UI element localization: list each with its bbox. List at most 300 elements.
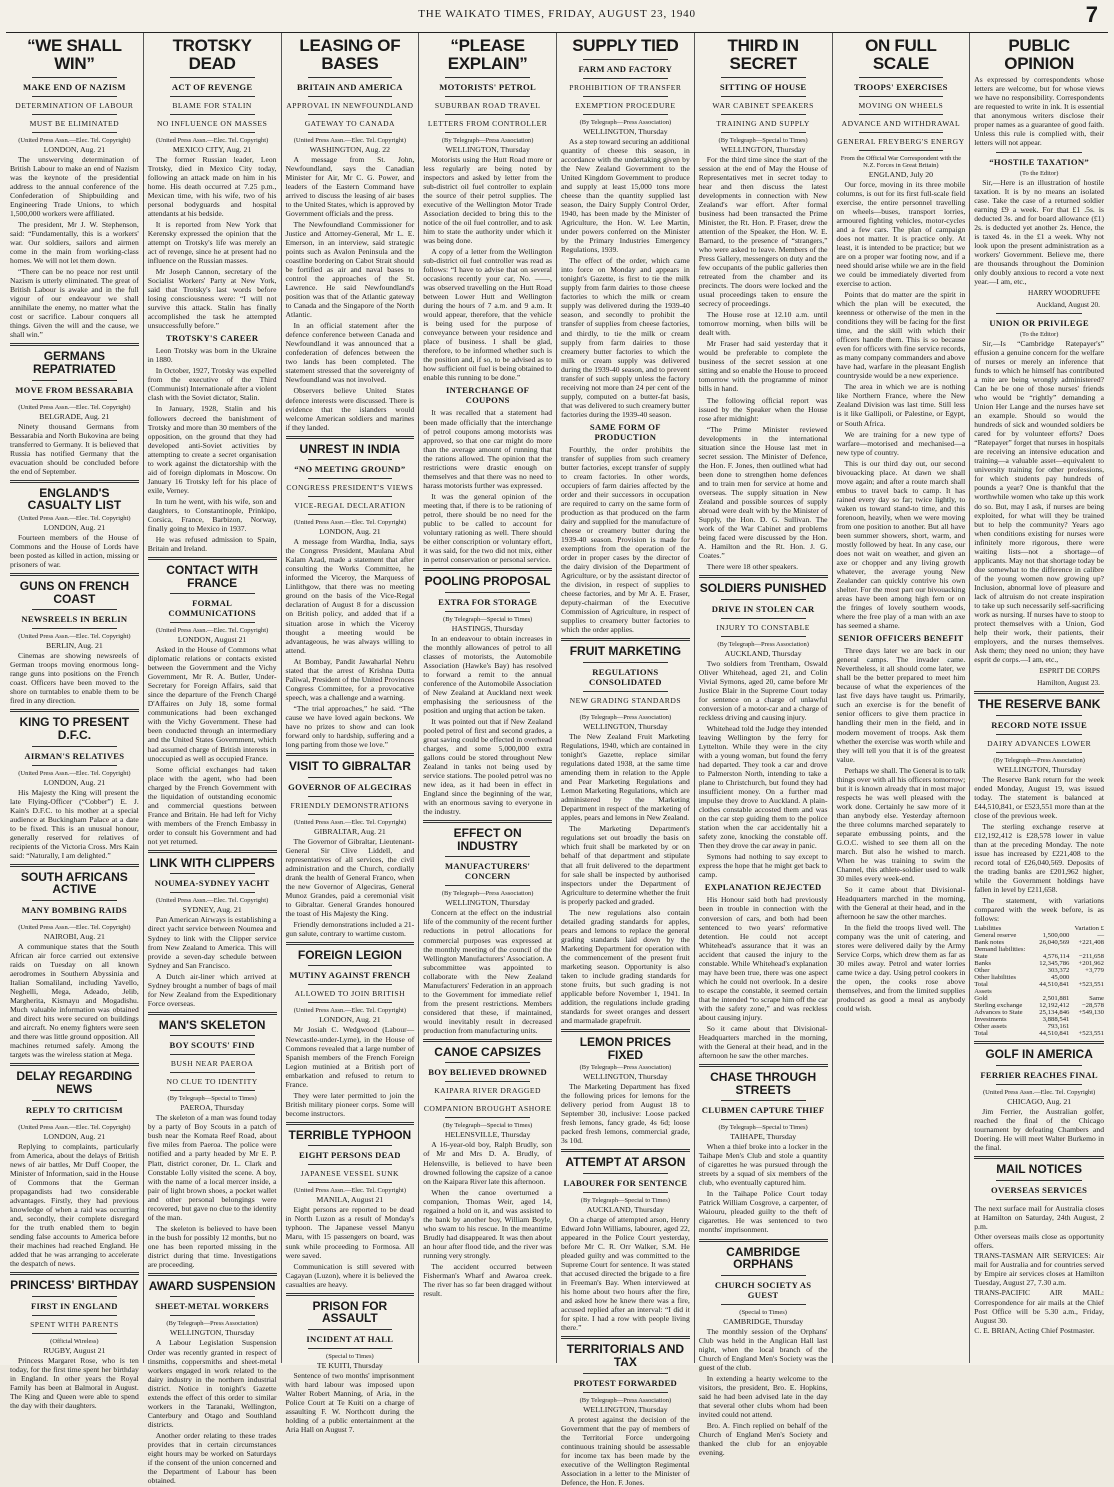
paragraph: A protest against the decision of the Government that the pay of members of the Territorial Force undergoing continuous training should be assessable for income tax has been made by the executive of the Wellington Regimental Association in a letter to the Minister of Defence, the Hon. F. Jones. [561, 1414, 690, 1487]
dateline: WELLINGTON, Thursday [583, 1404, 668, 1414]
deck-rule [721, 96, 806, 97]
subheadline: PROTEST FORWARDED [573, 1377, 677, 1388]
deck-rule [32, 1296, 117, 1297]
subheadline: OVERSEAS SERVICES [990, 1184, 1088, 1195]
article [148, 557, 277, 846]
deck-rule [170, 1296, 255, 1297]
credit-line: (By Telegraph—Press Association) [441, 890, 534, 898]
deck-rule [721, 114, 806, 115]
intro-text: As expressed by correspondents whose letters are welcome, but for whose views we have no responsibility. Correspondents are requested to write in ink. It is essential that anonymous writers disclose their proper names as a guarantee of good faith. Unless this rule is complied with, their letters will not appear. [974, 74, 1104, 148]
deck-rule [583, 1173, 668, 1174]
paragraph: A communique states that the South African air force carried out extensive raids on Tuesday on all known aerodromes in Southern Abyssinia and Italian Somaliland, including Yavello, Neghelli, Mega, Adeado, Jelib, Margherita, Kismayu and Mogadishu. Much valuable information was obtained and direct hits were secured on buildings and aircraft. No enemy fighters were seen and there was little ground opposition. All machines returned safely. Among the targets was the wireless station at Mega. [10, 942, 139, 1060]
masthead-title: THE WAIKATO TIMES, FRIDAY, AUGUST 23, 1940 [418, 8, 696, 20]
credit-line: (By Telegraph—Special to Times) [580, 1197, 670, 1205]
credit-line: (By Telegraph—Press Association) [993, 756, 1085, 764]
headline: SOLDIERS PUNISHED [699, 581, 827, 596]
article-divider [974, 1156, 1104, 1159]
article [148, 1012, 277, 1269]
table-cell: Same [1089, 995, 1104, 1003]
subheadline: FIRST IN ENGLAND [30, 1300, 118, 1311]
deck-rule [32, 919, 117, 920]
dateline: CAMBRIDGE, Thursday [723, 1316, 804, 1326]
article [699, 37, 828, 571]
deck-rule [996, 715, 1082, 716]
section-subhead: SENIOR OFFICERS BENEFIT [838, 633, 964, 644]
credit-line: (United Press Assn.—Elec. Tel. Copyright) [18, 514, 131, 522]
deck-rule [583, 59, 668, 60]
paragraph: Our force, moving in its three mobile columns, is out for its first full-scale field exercise, the entire personnel travelling on wheels—buses, transport lorries, armoured fighting vehicles, motor-cycles and a few cars. The plan of campaign does not matter. It is practice only. At least, it is intended to be practice; but we are on a proper war footing now, and if a need should arise while we are in the field we could be immediately diverted from exercise to action. [836, 179, 966, 289]
deck-rule [308, 132, 393, 133]
credit-line: (By Telegraph—Press Association) [579, 1064, 672, 1072]
table-cell: 45,000 [1050, 974, 1070, 982]
table-cell: 3,888,541 [1042, 1016, 1070, 1024]
paragraph: Jim Ferrier, the Australian golfer, reached the final of the Chicago tournament by defeating Chambers and Doering. He will meet Walter Burkemo in the final. [974, 1106, 1104, 1152]
subheadline: TRAINING AND SUPPLY [716, 118, 810, 128]
column-8 [970, 33, 1108, 1363]
paragraph: Fourthly, the order prohibits the transfer of supplies from such creamery butter factories, except transfer of supply to cream factories. In other words, occupiers of farm dairies affected by the order and their successors in occupation are required to carry on the same form of production as that produced on the farm dairy and supplied for the manufacture of cheese or creamery butter during the 1939-40 season. Provision is made for exemptions from the operation of the order in proper cases by the director of the dairy division of the Department of Agriculture, or by the assistant director of the division, in respect of supplies to cheese factories, and by Mr A. E. Fraser, deputy-chairman of the Executive Commission of Agriculture, in respect of supplies to creamery butter factories to which the order applies. [561, 444, 690, 635]
paragraph: Pan American Airways is establishing a direct yacht service between Noumea and Sydney to link with the Clipper service from New Zealand to America. This will provide a seven-day schedule between Sydney and San Francisco. [147, 915, 277, 970]
paragraph: “The trial approaches,” he said. “The cause we have loved again beckons. We have no prizes to show and can look forward only to hardship, suffering and a long parting from those we love.” [285, 703, 415, 749]
table-cell: 793,161 [1047, 1023, 1070, 1031]
article [286, 753, 415, 938]
deck-rule [859, 114, 944, 115]
paragraph: A Dutch air-liner which arrived at Sydney brought a number of bags of mail for New Zealand from the Expeditionary Force overseas. [147, 971, 277, 1008]
dateline: LONDON, Aug. 21 [43, 1131, 106, 1141]
paragraph: In October, 1927, Trotsky was expelled from the executive of the Third (Communist) Internationale after a violent clash with the Soviet dictator, Stalin. [147, 366, 277, 403]
subheadline: DRIVE IN STOLEN CAR [711, 603, 815, 614]
paragraph: It was pointed out that if New Zealand pooled petrol of first and second grades, a great saving could be effected in overhead charges, and some 5,000,000 extra gallons could be stored throughout New Zealand in tanks not being used by service stations. The pooled petrol was no new idea, as it had been in effect in England since the beginning of the war, with an enormous saving to everyone in the industry. [423, 716, 552, 817]
deck-rule [445, 592, 530, 593]
deck-rule [170, 114, 255, 115]
paragraph: Ninety thousand Germans from Bessarabia and North Bukovina are being transferred to Germany. It is believed that Russia has notified Germany that the evacuation should be concluded before the end of September. [10, 421, 139, 476]
deck-rule [583, 1373, 668, 1374]
article [10, 480, 139, 569]
subheadline: BOY BELIEVED DROWNED [428, 1067, 548, 1078]
paragraph: Observers believe United States defence interests were discussed. There is evidence that the islanders would welcome American soldiers and marines if they landed. [285, 386, 415, 432]
credit-line: (By Telegraph—Special to Times) [443, 615, 533, 623]
paragraph: This is our third day out, our second bivouacking place. At dawn we shall move again; and after a route march shall embus to travel back to camp. It has rained every day so far; twice lightly, to waken us toward stand-to time, and this forenoon, heavily, when we were moving from one position to another. But all have been summer showers, short, warm, and mostly followed by heat. In any case, our does not wait on weather, and given an axe or chopper and any living growth whatever, the average young New Zealander can quickly contrive his own shelter. For the most part our bivouacking areas have been among high fern or on the fringes of lovely southern woods, where the free play of a man with an axe has seemed a shame. [836, 458, 966, 631]
finance-table [974, 925, 1104, 1037]
table-header-cell: Liabilities [974, 925, 1002, 933]
subheadline: ACT OF REVENGE [171, 81, 253, 92]
headline: “WE SHALL WIN” [27, 36, 122, 73]
deck-rule [308, 1002, 393, 1003]
subheadline: MUST BE ELIMINATED [29, 118, 120, 128]
credit-line: (United Press Assn.—Elec. Tel. Copyright) [155, 897, 269, 905]
article-divider [10, 709, 139, 712]
paragraph: The following official report was issued by the Speaker when the House rose after midnight: [698, 395, 828, 423]
article [561, 1336, 690, 1486]
deck-rule [170, 77, 255, 78]
table-cell: +523,551 [1078, 1030, 1104, 1038]
headline: GOLF IN AMERICA [985, 1047, 1093, 1062]
deck-rule [583, 114, 668, 115]
article-divider [699, 1064, 828, 1067]
paragraph: A message from St. John, Newfoundland, says the Canadian Minister for Air, Mr C. G. Power, and leaders of the Eastern Command have arrived to discuss the leasing of air bases to the United States, which is approved by Government officials and the press. [285, 154, 415, 218]
dateline: BERLIN, Aug. 21 [46, 641, 103, 651]
article-divider [10, 573, 139, 576]
paragraph: Another order relating to these trades provides that in certain circumstances eight hours may be worked on Saturdays if the consent of the union concerned and the Department of Labour has been obtained. [147, 1430, 277, 1485]
paragraph: “There can be no peace nor rest until Nazism is utterly eliminated. The great of British Labour is awake and in the full vigour of our endeavour we shall annihilate the enemy, no matter what the cost or sacrifice. Labour conquers all things. Given the will and the cause, we shall win.” [10, 267, 139, 340]
article [10, 1272, 139, 1410]
paragraph: Leon Trotsky was born in the Ukraine in 1880. [147, 346, 277, 365]
table-row [974, 1009, 1104, 1016]
masthead [0, 2, 1114, 27]
table-cell: Other liabilities [974, 974, 1017, 982]
subheadline: “NO MEETING GROUND” [294, 464, 406, 475]
article [10, 343, 139, 475]
deck-rule [996, 1065, 1082, 1066]
table-row [974, 960, 1104, 967]
subheadline: FERRIER REACHES FINAL [980, 1069, 1098, 1080]
deck-rule [996, 1199, 1082, 1200]
credit-line: (By Telegraph—Press Association) [579, 118, 672, 126]
table-cell: — [1097, 932, 1104, 940]
deck-rule [308, 1164, 393, 1165]
column-2 [144, 33, 282, 1485]
column-4 [419, 33, 557, 1363]
paragraph: There were 18 other speakers. [706, 562, 799, 572]
deck-rule [721, 1119, 806, 1120]
table-cell: State [974, 953, 988, 961]
paragraph: As a step toward securing an additional quantity of cheese this season, in accordance with the undertaking given by the New Zealand Government to the United Kingdom Government to produce and supply at least 15,000 tons more cheese than the quantity supplied last season, the Dairy Supply Control Order, 1940, has been made by the Minister of Agriculture, the Hon. W. Lee Martin, under powers conferred on the Minister by the Primary Industries Emergency Regulations, 1939. [561, 136, 690, 255]
headline: THE RESERVE BANK [977, 697, 1101, 712]
headline: ENGLAND'S CASUALTY LIST [27, 485, 122, 513]
article-divider [561, 1336, 690, 1339]
dateline: LONDON, Aug. 21 [43, 522, 106, 532]
paragraph: Mr Joseph Cannon, secretary of the Socialist Workers' Party at New York, said that Trotsky's last words before losing consciousness were: “I will not survive this attack. Stalin has finally accomplished the task he attempted unsuccessfully before.” [147, 267, 277, 331]
table-cell: Other assets [974, 1023, 1007, 1031]
dateline: LONDON, Aug. 21 [43, 144, 106, 154]
letter-salutation: (To the Editor) [1019, 169, 1059, 177]
dateline: WELLINGTON, Thursday [445, 144, 530, 154]
table-row [974, 939, 1104, 946]
article [423, 37, 552, 564]
credit-line: From the Official War Correspondent with the N.Z. Forces in Great Britain) [840, 154, 961, 169]
deck-rule [721, 132, 806, 133]
paragraph: It was the general opinion of the meeting that, if there is to be rationing of petrol, there should be no need for the public to be called to account for voluntary rationing as well. There should be either conscription or voluntary effort, it was said, for the two did not mix, either in petrol conservation or personal service. [423, 491, 552, 564]
paragraph: Two soldiers from Trentham, Oswald Oliver Whitehead, aged 21, and Colin Vivial Symons, aged 20, came before Mr Justice Blair in the Supreme Court today for sentence on a charge of unlawful conversion of a motor-car and a charge of reckless driving and causing injury. [698, 658, 828, 722]
subheadline: CONGRESS PRESIDENT'S VIEWS [286, 483, 414, 493]
credit-line: (United Press Assn.—Elec. Tel. Copyright) [18, 633, 131, 641]
deck-rule [308, 496, 393, 497]
paragraph: Friendly demonstrations included a 21-gun salute, contrary to wartime custom. [285, 919, 415, 938]
deck-rule [445, 114, 530, 115]
paragraph: So it came about that Divisional-Headquarters marched in the morning, with the General at their head, and in the afternoon he saw the other marches. [836, 885, 966, 922]
dateline: BELGRADE, Aug. 21 [39, 411, 110, 421]
letter-signature: HARRY WOODRUFFE [1028, 287, 1100, 297]
credit-line: (By Telegraph—Special to Times) [443, 1122, 533, 1130]
dateline: WELLINGTON, Thursday [445, 898, 530, 908]
article [10, 709, 139, 859]
table-cell: Demand liabilities: [974, 946, 1026, 954]
column-1 [6, 33, 144, 1410]
article [699, 1239, 828, 1458]
table-row [974, 1002, 1104, 1009]
paragraph: The accident occurred between Fisherman's Wharf and Awaroa creek. The river has so far been dragged without result. [423, 1261, 552, 1298]
table-row [974, 1030, 1104, 1037]
subheadline: MAKE END OF NAZISM [23, 81, 126, 92]
paragraph: Asked in the House of Commons what diplomatic relations or contacts existed between the Government and the Vichy Government, Mr R. A. Butler, Under-Secretary for Foreign Affairs, said that since the departure of the French Chargé D'Affaires on July 18, some formal communications had been exchanged with the Vichy Government. These had been conducted through an intermediary and the United States Government, which had assumed charge of British interests in unoccupied as well as occupied France. [147, 645, 277, 763]
paragraph: In an endeavour to obtain increases in the monthly allowances of petrol to all classes of motorists, the Automobile Association (Hawke's Bay) has resolved to forward a remit to the annual conference of the Automobile Association of New Zealand at Auckland next week emphasising the seriousness of the position and urging that action be taken. [423, 633, 552, 715]
headline: KING TO PRESENT D.F.C. [19, 715, 130, 742]
mail-notice-line: C. E. BRIAN, Acting Chief Postmaster. [974, 1325, 1095, 1335]
deck-rule [32, 746, 117, 747]
subheadline: ADVANCE AND WITHDRAWAL [841, 118, 961, 128]
deck-rule [721, 1304, 806, 1305]
deck-rule [583, 78, 668, 79]
paragraph: Three days later we are back in our general camps. The invader came. Nevertheless, it all should come later, we shall be the better prepared to meet him because of what the experiences of the last five days have taught us. Primarily, such an exercise is for the benefit of senior officers to give them practice in handling their men in the field, and in modern movement of troops. Ask them whether the exercise was worth while and they will tell you that it is of the greatest value. [836, 646, 966, 764]
deck-rule [859, 150, 944, 151]
table-cell: 2,501,881 [1042, 995, 1070, 1003]
credit-line: (By Telegraph—Press Association) [579, 1396, 672, 1404]
deck-rule [170, 622, 255, 623]
deck-rule [32, 399, 117, 400]
table-cell: +221,408 [1078, 939, 1104, 947]
dateline: AUCKLAND, Thursday [586, 1205, 664, 1215]
section-subhead: INTERCHANGE OF COUPONS [446, 385, 530, 406]
article [286, 436, 415, 749]
credit-line: (United Press Assn.—Elec. Tel. Copyright) [155, 136, 269, 144]
paragraph: The skeleton of a man was found today by a party of Boy Scouts in a patch of bush near the Komata Reef Road, about five miles from Paeroa. The police were notified and a party headed by Mr E. P. Platt, district coroner, Dr. L. Clark and Constable Lolly visited the scene. A boy, with the name of a local mercer inside, a pair of light brown shoes, a pocket wallet and other personal belongings were recovered, but gave no clue to the identity of the man. [147, 1113, 277, 1222]
headline: TERRITORIALS AND TAX [566, 1342, 685, 1370]
dateline: RUGBY, August 21 [43, 1345, 106, 1355]
table-cell: 44,510,841 [1039, 981, 1070, 989]
deck-rule [445, 611, 530, 612]
article [423, 568, 552, 816]
paragraph: The Governor of Gibraltar, Lieutenant-General Sir Clive Liddell, and representatives of all services, the civil administration and the Church, cordially drank the health of General Franco, when the new Governor of Algeciras, General Munoz Grandes, paid a ceremonial visit to Gibraltar. General Grandes honoured the toast of His Majesty the King. [285, 836, 415, 918]
article [974, 37, 1104, 687]
dateline: PAEROA, Thursday [180, 1103, 244, 1113]
table-cell: Total [974, 981, 988, 989]
deck-rule [445, 1062, 530, 1063]
dateline: LONDON, August 21 [177, 635, 247, 645]
credit-line: (By Telegraph—Press Association) [717, 640, 809, 648]
article [10, 37, 139, 339]
paragraph: A Labour Legislation Suspension Order was recently granted in respect of tinsmiths, coppersmiths and sheet-metal workers engaged in work related to the dairy industry in the northern industrial district. Notice in tonight's Gazette extends the effect of this order to similar workers in the Taranaki, Wellington, Canterbury and Otago and Southland districts. [147, 1338, 277, 1429]
table-cell: 26,040,569 [1039, 939, 1070, 947]
deck-rule [170, 1072, 255, 1073]
table-row [974, 967, 1104, 974]
article [148, 1273, 277, 1485]
dateline: WELLINGTON, Thursday [583, 1072, 668, 1082]
subheadline: LETTERS FROM CONTROLLER [427, 118, 548, 128]
table-cell: −211,658 [1078, 953, 1104, 961]
paragraph: The monthly session of the Orphans' Club was held in the Anglican Hall last night, when the local branch of the Church of England Men's Society was the guest of the club. [698, 1326, 828, 1372]
dateline: TE KUITI, Thursday [316, 1360, 383, 1370]
paragraph: Perhaps we shall. The General is to talk things over with all his officers tomorrow; but it is known already that in most major respects he was well pleased with the work done. Certainly he saw more of it than anybody else. Yesterday afternoon the three columns marched separately to separate embussing points, and the G.O.C. wished to see them all on the march. But also he wished to march. When he was training to swim the Channel, this athlete-soldier used to walk 30 miles every week-end. [836, 765, 966, 883]
paragraph: He was refused admission to Spain, Britain and Ireland. [147, 534, 277, 553]
subheadline: NO INFLUENCE ON MASSES [156, 118, 268, 128]
table-row [974, 946, 1104, 953]
paragraph: Mr Josiah C. Wedgwood (Labour—Newcastle-under-Lyme), in the House of Commons revealed that a large number of Spanish members of the French Foreign Legion mutinied at a British port of embarkation and refused to return to France. [285, 1025, 415, 1089]
subheadline: RECORD NOTE ISSUE [991, 719, 1088, 730]
headline: AWARD SUSPENSION [148, 1278, 276, 1293]
paragraph: We are training for a new type of warfare—motorised and mechanised—a new type of country. [836, 429, 966, 457]
article-divider [699, 1239, 828, 1242]
article-divider [286, 942, 415, 945]
paragraph: In turn he went, with his wife, son and daughters, to Constantinople, Prinkipo, Corsica, France, Barbizon, Norway, finally going to Mexico in 1937. [147, 496, 277, 533]
subheadline: BUSH NEAR PAEROA [170, 1059, 254, 1069]
paragraph: A message from Wardha, India, says the Congress President, Maulana Abul Kalam Azad, made a statement that after consulting the Works Committee, he informed the Viceroy, the Marquess of Linlithgow, that there was no meeting ground on the basis of the Vice-Regal declaration of August 8 for a discussion on British policy, and added that if a situation arose in which the Viceroy thought a meeting would be advantageous, he was always willing to attend. [285, 537, 415, 655]
deck-rule [583, 1192, 668, 1193]
article-divider [423, 1039, 552, 1042]
paragraph: It was recalled that a statement had been made officially that the interchange of petrol coupons among motorists was approved, so that one car might do more than the average amount of running that the rations allowed. The opinion that the restrictions were drastic enough on themselves and that there was no need to harass motorists further was expressed. [423, 408, 552, 490]
subheadline: LABOURER FOR SENTENCE [563, 1178, 688, 1189]
credit-line: (United Press Assn.—Elec. Tel. Copyright) [293, 1187, 406, 1195]
headline: “PLEASE EXPLAIN” [447, 36, 528, 73]
paragraph: The Reserve Bank return for the week ended Monday, August 19, was issued today. The statement is balanced at £44,510,841, or £523,551 more than at the close of the previous week. [974, 774, 1104, 820]
table-cell: 44,510,841 [1039, 1030, 1070, 1038]
deck-rule [32, 1100, 117, 1101]
article [561, 1029, 690, 1145]
paragraph: Some official exchanges had taken place with the agent, who had been charged by the French Government with the liquidation of outstanding economic and commercial questions between France and Britain. He had left for Vichy with members of the French Embassy in order to consult his Government and had not yet returned. [147, 764, 277, 846]
article [699, 1064, 828, 1235]
headline: CHASE THROUGH STREETS [710, 1070, 817, 1097]
credit-line: (By Telegraph—Press Association) [166, 1320, 258, 1328]
headline: CANOE CAPSIZES [434, 1044, 541, 1059]
page-number: 7 [1085, 2, 1098, 27]
deck-rule [996, 752, 1082, 753]
deck-rule [32, 609, 117, 610]
deck-rule [996, 734, 1082, 735]
paragraph: The effect of the order, which came into force on Monday and appears in tonight's Gazette, is first to tie the milk supply from farm dairies to those cheese factories to which the milk or cream supply was delivered during the 1939-40 season, and secondly to prohibit the transfer of supplies from cheese factories, and thirdly, to tie the milk or cream supply from farm dairies to those creamery butter factories to which the milk or cream supply was delivered during the 1939-40 season, and to prevent transfer of such supply unless the factory receiving not more than 24 per cent of the supply, computed on a butter-fat basis, that was delivered to such creamery butter factories during the 1939-40 season. [561, 256, 690, 419]
mail-notice-line: TRANS-TASMAN AIR SERVICES: Air mail for Australia and for countries served by Empire air services closes at Hamilton Tuesday, August 27, 7.30 a.m. [974, 1251, 1104, 1288]
subheadline: MOVING ON WHEELS [858, 100, 944, 110]
article [699, 575, 828, 1060]
dateline: SYDNEY, Aug. 21 [182, 905, 242, 915]
paragraph: Communication is still severed with Cagayan (Luzon), where it is believed the casualties are heavy. [285, 1261, 415, 1289]
table-cell: Other [974, 967, 990, 975]
article-divider [699, 575, 828, 578]
deck-rule [445, 77, 530, 78]
deck-rule [308, 459, 393, 460]
deck-rule [170, 1315, 255, 1316]
credit-line: (By Telegraph—Press Association) [441, 136, 534, 144]
paragraph: The new regulations also contain detailed grading standards for apples, pears and lemons to replace the general grading standards laid down by the Marketing Department for operation with the commencement of the present fruit marketing season. Opportunity is also taken to include grading standards for stone fruits, but such grading is not applicable before November 1, 1941. In addition, the regulations include grading standards for sweet oranges and dessert and marmalade grapefruit. [561, 907, 690, 1026]
subheadline: MUTINY AGAINST FRENCH [289, 970, 411, 981]
credit-line: (By Telegraph—Special to Times) [718, 1124, 808, 1132]
subheadline: KAIPARA RIVER DRAGGED [434, 1086, 542, 1096]
article-divider [286, 1122, 415, 1125]
deck-rule [583, 662, 668, 663]
dateline: NAIROBI, Aug. 21 [43, 932, 105, 941]
section-subhead: EXPLANATION REJECTED [704, 882, 822, 893]
section-subhead: SAME FORM OF PRODUCTION [589, 421, 661, 442]
paragraph: Eight persons are reported to be dead in North Luzon as a result of Monday's typhoon. The Japanese vessel Manyu Maru, with 15 passengers on board, was sunk while proceeding to Formosa. All were saved. [285, 1205, 415, 1260]
article [10, 1063, 139, 1268]
paragraph: Bro. A. Finch replied on behalf of the Church of England Men's Society and thanked the club for an enjoyable evening. [698, 1421, 828, 1458]
mail-notice-line: TRANS-PACIFIC AIR MAIL: Correspondence for air mails at the Chief Post Office will be 5.30 a.m., Friday, August 30. [974, 1288, 1104, 1325]
table-cell: 1,500,000 [1042, 932, 1070, 940]
article-divider [148, 1012, 277, 1015]
letter-rule [996, 152, 1082, 153]
subheadline: SITTING OF HOUSE [719, 81, 807, 92]
letter-salutation: (To the Editor) [1019, 330, 1059, 338]
subheadline: SUBURBAN ROAD TRAVEL [434, 100, 541, 110]
subheadline: ALLOWED TO JOIN BRITISH [294, 989, 406, 999]
article-divider [286, 436, 415, 439]
table-row [974, 1016, 1104, 1023]
headline: PRINCESS' BIRTHDAY [10, 1278, 139, 1293]
paragraph: Sentence of two months' imprisonment with hard labour was imposed upon Walter Robert Manning, of Aria, in the Police Court at Te Kuiti on a charge of assaulting F. W. Northcott during the holding of a public entertainment at the Aria Hall on August 7. [285, 1370, 415, 1435]
credit-line: (United Press Assn.—Elec. Tel. Copyright) [18, 924, 131, 931]
paragraph: Concern at the effect on the industrial life of the community of the recent further reductions in petrol allocations for commercial purposes was expressed at the monthly meeting of the council of the Wellington Manufacturers' Association. A subcommittee was appointed to collaborate with the New Zealand Manufacturers' Federation in an approach to the Government for immediate relief from the present restrictions. Members considered that these, if maintained, would inevitably result in decreased production from manufacturing units. [423, 908, 552, 1035]
deck-rule [721, 1100, 806, 1101]
deck-rule [308, 965, 393, 966]
dateline: ENGLAND, July 20 [868, 169, 934, 179]
table-cell [1069, 1023, 1104, 1030]
column-6 [695, 33, 833, 1458]
subheadline: BOY SCOUTS' FIND [169, 1040, 255, 1051]
article [561, 638, 690, 1025]
deck-rule [32, 77, 117, 78]
headline: UNREST IN INDIA [299, 441, 401, 456]
credit-line: (By Telegraph—Special to Times) [718, 136, 808, 144]
credit-line: (United Press Assn.—Elec. Tel. Copyright) [982, 1088, 1096, 1096]
table-cell: Investments [974, 1016, 1007, 1024]
paragraph: The president, Mr J. W. Stephenson, said: “Fundamentally, this is a workers' war. Our soldiers, sailors and airmen come in the main from working-class homes. We will not let them down. [10, 219, 139, 266]
headline: PUBLIC OPINION [1004, 36, 1074, 73]
dateline: WELLINGTON, Thursday [583, 722, 668, 732]
subheadline: TROOPS' EXERCISES [854, 81, 948, 92]
table-header-cell: Variation £ [1074, 925, 1104, 933]
table-row [974, 974, 1104, 981]
deck-rule [583, 691, 668, 692]
deck-rule [308, 984, 393, 985]
article [286, 1293, 415, 1434]
table-cell: Advances to State [974, 1009, 1023, 1017]
column-7 [833, 33, 971, 1363]
paragraph: “The Prime Minister reviewed developments in the international situation since the House last met in secret session. The Minister of Defence, the Hon. F. Jones, then outlined what had been done to strengthen home defences and to train men for service at home and overseas. The supply situation in New Zealand and possible sources of supply abroad were dealt with by the Minister of Supply, the Hon. D. G. Sullivan. The work of the War Cabinet and problems being faced were discussed by the Hon. A. Hamilton and the Rt. Hon. J. G. Coates.” [698, 424, 828, 561]
deck-rule [32, 132, 117, 133]
deck-rule [170, 593, 255, 594]
subheadline: INCIDENT AT HALL [306, 1333, 394, 1344]
table-cell: +201,962 [1078, 960, 1104, 968]
subheadline: CHURCH SOCIETY AS GUEST [714, 1279, 812, 1300]
dateline: WELLINGTON, Thursday [720, 144, 806, 154]
subheadline: GOVERNOR OF ALGECIRAS [288, 781, 412, 792]
deck-rule [308, 796, 393, 797]
paragraph: Points that do matter are the spirit in which the plan will be executed, the keenness or otherwise of the men in the conditions they will be facing for the first time, and the skill with which their officers handle them. This is so because even for officers with fine service records, as many company commanders and above have had, warfare in the pleasant English countryside would be a new experience. [836, 290, 966, 381]
deck-rule [445, 856, 530, 857]
subheadline: DAIRY ADVANCES LOWER [987, 738, 1092, 748]
headline: LINK WITH CLIPPERS [149, 855, 275, 870]
headline: CONTACT WITH FRANCE [166, 562, 258, 590]
table-header-row [974, 925, 1104, 932]
deck-rule [721, 1275, 806, 1276]
subheadline: NO CLUE TO IDENTITY [166, 1077, 258, 1087]
credit-line: (United Press Assn.—Elec. Tel. Copyright) [18, 769, 131, 777]
subheadline: MOVE FROM BESSARABIA [15, 384, 134, 395]
paragraph: Mr Fraser had said yesterday that it would be preferable to complete the business of the secret session at one sitting and so enable the House to proceed tomorrow with the programme of minor bills in hand. [698, 339, 828, 394]
subheadline: REGULATIONS CONSOLIDATED [589, 667, 662, 688]
letter-body: Sir,—Here is an illustration of hostile taxation. It is by no means an isolated case. Take the case of a returned soldier earning £9 a week. For that £1 .5s. is deducted 3s. and for board allowance (£1) 2s. is deducted yet another 2s. Hence, the is taxed 4s. in the £1 a week. Why not look upon the present administration as a workers' Government. Believe me, there are thousands throughout the Dominion only doubly anxious to record a vote next year.—I am, etc., [974, 177, 1104, 286]
dateline: WELLINGTON, Thursday [169, 1328, 255, 1338]
article-divider [148, 850, 277, 853]
deck-rule [308, 1145, 393, 1146]
table-cell [1069, 1016, 1104, 1023]
credit-line: (United Press Assn.—Elec. Tel. Copyright) [293, 519, 406, 527]
table-cell [1069, 946, 1104, 953]
deck-rule [583, 96, 668, 97]
credit-line: (Special to Times) [326, 1352, 374, 1360]
paragraph: In the field the troops lived well. The company was the unit of catering, and stores were delivered daily by the Army Service Corps, which drew them as far as 30 miles away. Petrol and water lorries came twice a day. Using petrol cookers in the open, the cooks rose above themselves, and from the limited supplies produced as good a meal as anybody could wish. [836, 923, 966, 1014]
paragraph: The Marketing Department's regulations set out broadly the basis on which fruit shall be marketed by or on behalf of that department and stipulate that all fruit delivered to the department for sale shall be inspected by authorised inspectors under the Department of Agriculture to determine whether the fruit is properly packed and graded. [561, 824, 690, 906]
column-5 [557, 33, 695, 1487]
dateline: HASTINGS, Thursday [451, 623, 524, 633]
article [423, 820, 552, 1035]
